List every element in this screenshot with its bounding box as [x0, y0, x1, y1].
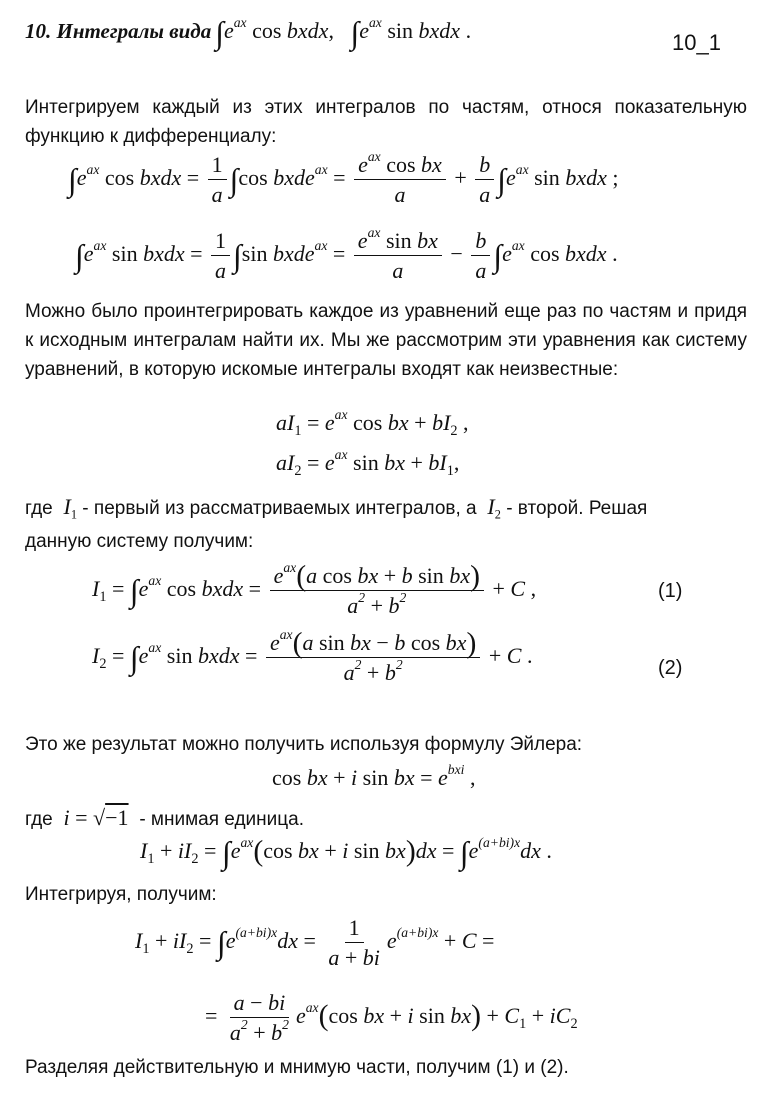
complex-integral-equation: $I_1 + iI_2 = \int e^{ax}(\cos$ bx + i $\sin bx)dx = \int e^{(a+bi)x}dx$ .	[140, 835, 552, 871]
imaginary-unit-text: - мнимая единица.	[139, 809, 304, 830]
section-title-text: 10. Интегралы вида	[25, 19, 212, 43]
title-formula: $\int e^{ax}$ cos bxdx, $\int e^{ax}$ sin bxdx .	[215, 15, 472, 51]
second-integral-text: - второй. Решая	[506, 498, 648, 519]
integration-result-line-1: $I_1 + iI_2 = \int e^{(a+bi)x}dx$ = $\frac{1}{a + bi}$ $e^{(a+bi)x} + C$ =	[135, 915, 495, 971]
result-equation-2: $I_2 = \int e^{ax}$ sin bxdx = $\frac{e^{ax}(a \sin bx - b \cos bx)}{a^2 + b^2}$ + C .	[92, 627, 533, 686]
result-equation-1: $I_1 = \int e^{ax}$ cos bxdx = $\frac{e^{ax}(a \cos bx + b \sin bx)}{a^2 + b^2}$ + C ,	[92, 560, 537, 619]
section-title	[25, 15, 472, 51]
equation-tag-1: (1)	[658, 580, 683, 602]
paragraph-imaginary: где i = √−1 - мнимая единица.	[25, 805, 304, 830]
page-number: 10_1	[672, 30, 721, 55]
system-equation-1: $aI_1 = e^{ax}$ cos bx + $bI_2$ ,	[276, 407, 469, 439]
first-integral-text: - первый из рассматриваемых интегралов, а	[82, 498, 477, 519]
where-text-2: где	[25, 809, 53, 830]
paragraph-intro: Интегрируем каждый из этих интегралов по частям, относя показательную функцию к дифференциалу:	[25, 97, 747, 147]
where-text: где	[25, 498, 53, 519]
equation-tag-2: (2)	[658, 657, 683, 679]
euler-formula: cos bx + i sin bx = $e^{bxi}$ ,	[272, 762, 476, 790]
equation-cos-by-parts: $\int e^{ax}$ cos bxdx = $\frac{1}{a}$ ∫cos bxde$^{ax}$ = $\frac{e^{ax} \cos bx}{a}$ + $\frac{b}{a}$ $\int e^{ax}$ sin bxdx ;	[68, 149, 619, 208]
paragraph-integrating: Интегрируя, получим:	[25, 884, 217, 905]
paragraph-system: Можно было проинтегрировать каждое из уравнений еще раз по частям и придя к исходным интегралам найти их. Мы же рассмотрим эти уравнения как систему уравнений, в которую искомые интегралы входят как неизвестные:	[25, 301, 747, 380]
paragraph-where: где $I_1$ - первый из рассматриваемых интегралов, а $I_2$ - второй. Решая	[25, 494, 648, 522]
paragraph-euler: Это же результат можно получить используя формулу Эйлера:	[25, 734, 583, 755]
paragraph-conclusion: Разделяя действительную и мнимую части, получим (1) и (2).	[25, 1057, 569, 1078]
integration-result-line-2: = $\frac{a - bi}{a^2 + b^2}$ $e^{ax}(\cos$ bx + i $\sin bx) + C_1 + iC_2$	[205, 990, 578, 1046]
paragraph-solve: данную систему получим:	[25, 531, 254, 552]
system-equation-2: $aI_2 = e^{ax}$ sin bx + $bI_1$,	[276, 447, 460, 479]
equation-sin-by-parts: $\int e^{ax}$ sin bxdx = $\frac{1}{a}$ ∫sin bxde$^{ax}$ = $\frac{e^{ax} \sin bx}{a}$ − $\frac{b}{a}$ $\int e^{ax}$ cos bxdx .	[75, 225, 618, 284]
